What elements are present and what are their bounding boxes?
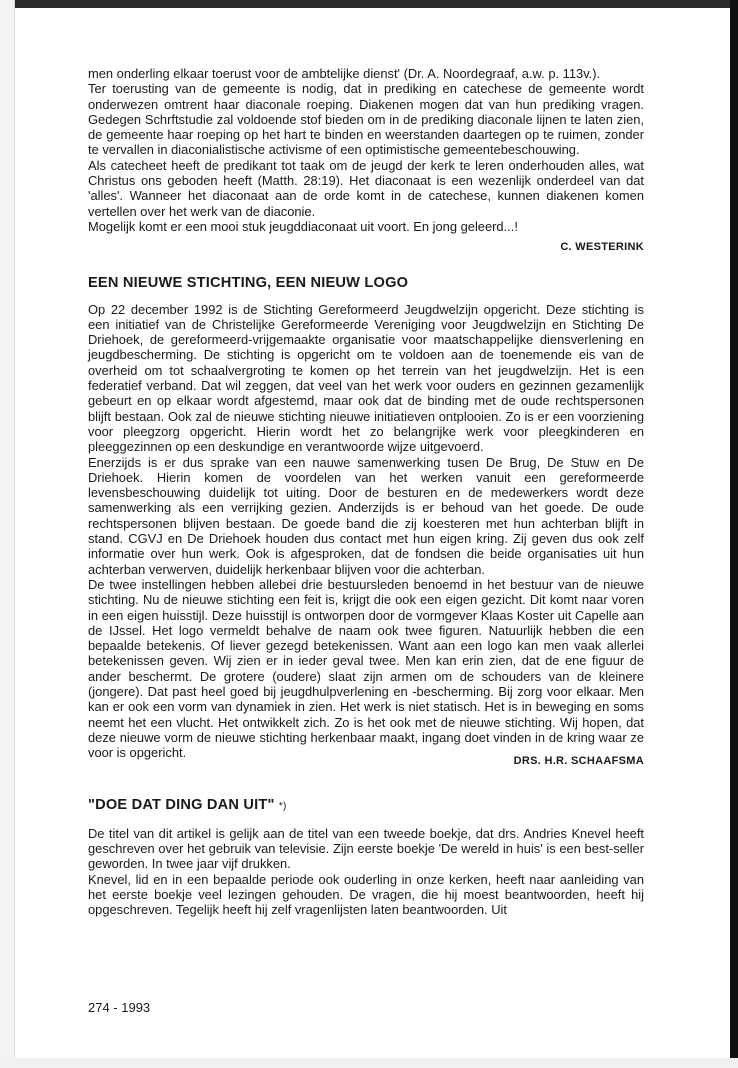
- paragraph: De titel van dit artikel is gelijk aan de titel van een tweede boekje, dat drs. Andries Knevel heeft geschreven over het gebruik van televisie. Zijn eerste boekje 'De wereld in huis' is een best-seller geworden. In twee jaar vijf drukken.: [88, 825, 644, 872]
- page-content: [88, 66, 644, 918]
- page-number: 274 - 1993: [88, 1000, 151, 1015]
- paragraph: Mogelijk komt er een mooi stuk jeugddiaconaat uit voort. En jong geleerd...!: [88, 218, 518, 234]
- section-heading: [88, 796, 644, 816]
- author-signature: C. WESTERINK: [560, 241, 644, 254]
- section-heading: [88, 274, 644, 292]
- paragraph: Enerzijds is er dus sprake van een nauwe samenwerking tusen De Brug, De Stuw en De Driehoek. Hierin komen de voordelen van het werken vanuit een gereformeerde levensbeschouwing duidelijk tot uiting. Door de besturen en de medewerkers wordt deze samenwerking als een verrijking gezien. Anderzijds is er behoud van het goede. De oude rechtspersonen blijven bestaan. De goede band die zij koesteren met hun achterban blijft in stand. CGVJ en De Driehoek houden dus contact met hun eigen kring. Zij geven dus ook zelf informatie over hun werk. Ook is afgesproken, dat de fondsen die beide organisaties uit hun achterban verwerven, duidelijk herkenbaar blijven voor die achterban.: [88, 454, 644, 577]
- heading-text: "DOE DAT DING DAN UIT": [88, 796, 275, 813]
- scan-right-edge: [730, 0, 738, 1068]
- footnote-marker: *): [278, 800, 287, 812]
- paragraph: Ter toerusting van de gemeente is nodig, dat in prediking en catechese de gemeente wordt onderwezen omtrent haar diaconale roeping. Diakenen mogen dat van hun prediking vragen. Gedegen Schrftstudie zal voldoende stof bieden om in de prediking diaconale lijnen te laten zien, de gemeente haar roeping op het hart te binden en weerstanden daartegen op te ruimen, zonder te vervallen in diaconialistische activisme of een optimistische gemeentebeschouwing.: [88, 81, 644, 158]
- heading-text: EEN NIEUWE STICHTING, EEN NIEUW LOGO: [88, 274, 409, 291]
- paragraph: Op 22 december 1992 is de Stichting Gereformeerd Jeugdwelzijn opgericht. Deze stichting is een initiatief van de Christelijke Gereformeerde Vereniging voor Jeugdwelzijn en Stichting De Driehoek, de gereformeerd-vrijgemaakte organisatie voor maatschappelijke diensverlening en jeugdbescherming. De stichting is opgericht om te voldoen aan de toenemende eis van de overheid om tot schaalvergroting te komen op het terrein van het jeugdwelzijn. Het is een federatief verband. Dat wil zeggen, dat veel van het werk voor ouders en gezinnen gezamenlijk gebeurt en op elkaar wordt afgestemd, maar ook dat de binding met de oude rechtspersonen blijft bestaan. Ook zal de nieuwe stichting nieuwe initiatieven ontplooien. Zo is er een voorziening voor pleegzorg opgericht. Hierin wordt het zo belangrijke werk voor pleegkinderen en pleeggezinnen op een deskundige en verantwoorde wijze uitgevoerd.: [88, 301, 644, 455]
- scan-top-edge: [0, 0, 738, 8]
- scan-bottom-edge: [0, 1058, 738, 1068]
- paragraph: De twee instellingen hebben allebei drie bestuursleden benoemd in het bestuur van de nieuwe stichting. Nu de nieuwe stichting een feit is, krijgt die ook een eigen gezicht. Dit komt naar voren in een eigen huisstijl. Deze huisstijl is ontworpen door de vormgever Klaas Koster uit Capelle aan de IJssel. Het logo vermeldt behalve de naam ook twee figuren. Natuurlijk hebben die een bepaalde betekenis. Of liever gezegd betekenissen. Want aan een logo kan men vaak allerlei betekenissen geven. Wij zien er in ieder geval twee. Men kan erin zien, dat de ene figuur de ander beschermt. De grotere (oudere) slaat zijn armen om de schouders van de kleinere (jongere). Dat past heel goed bij jeugdhulpverlening en -bescherming. Bij zorg voor elkaar. Men kan er ook een vorm van dynamiek in zien. Het werk is niet statisch. Het is in beweging en soms neemt het een vlucht. Het ontwikkelt zich. Zo is het ook met de nieuwe stichting. Wij hopen, dat deze nieuwe vorm de nieuwe stichting herkenbaar maakt, ingang doet vinden in de kring waar ze voor is opgericht.: [88, 576, 644, 761]
- paragraph: Als catecheet heeft de predikant tot taak om de jeugd der kerk te leren onderhouden alles, wat Christus ons geboden heeft (Matth. 28:19). Het diaconaat is een wezenlijk onderdeel van dat 'alles'. Wanneer het diaconaat aan de orde komt in de catechese, kunnen diakenen komen vertellen over het werk van de diaconie.: [88, 157, 644, 219]
- author-signature: DRS. H.R. SCHAAFSMA: [513, 755, 644, 768]
- scan-left-edge: [0, 0, 15, 1068]
- paragraph: men onderling elkaar toerust voor de ambtelijke dienst' (Dr. A. Noordegraaf, a.w. p. 113v.).: [88, 66, 601, 81]
- paragraph: Knevel, lid en in een bepaalde periode ook ouderling in onze kerken, heeft naar aanleiding van het eerste boekje veel lezingen gehouden. De vragen, die hij moest beantwoorden, heeft hij opgeschreven. Tegelijk heeft hij zelf vragenlijsten laten beantwoorden. Uit: [88, 871, 644, 918]
